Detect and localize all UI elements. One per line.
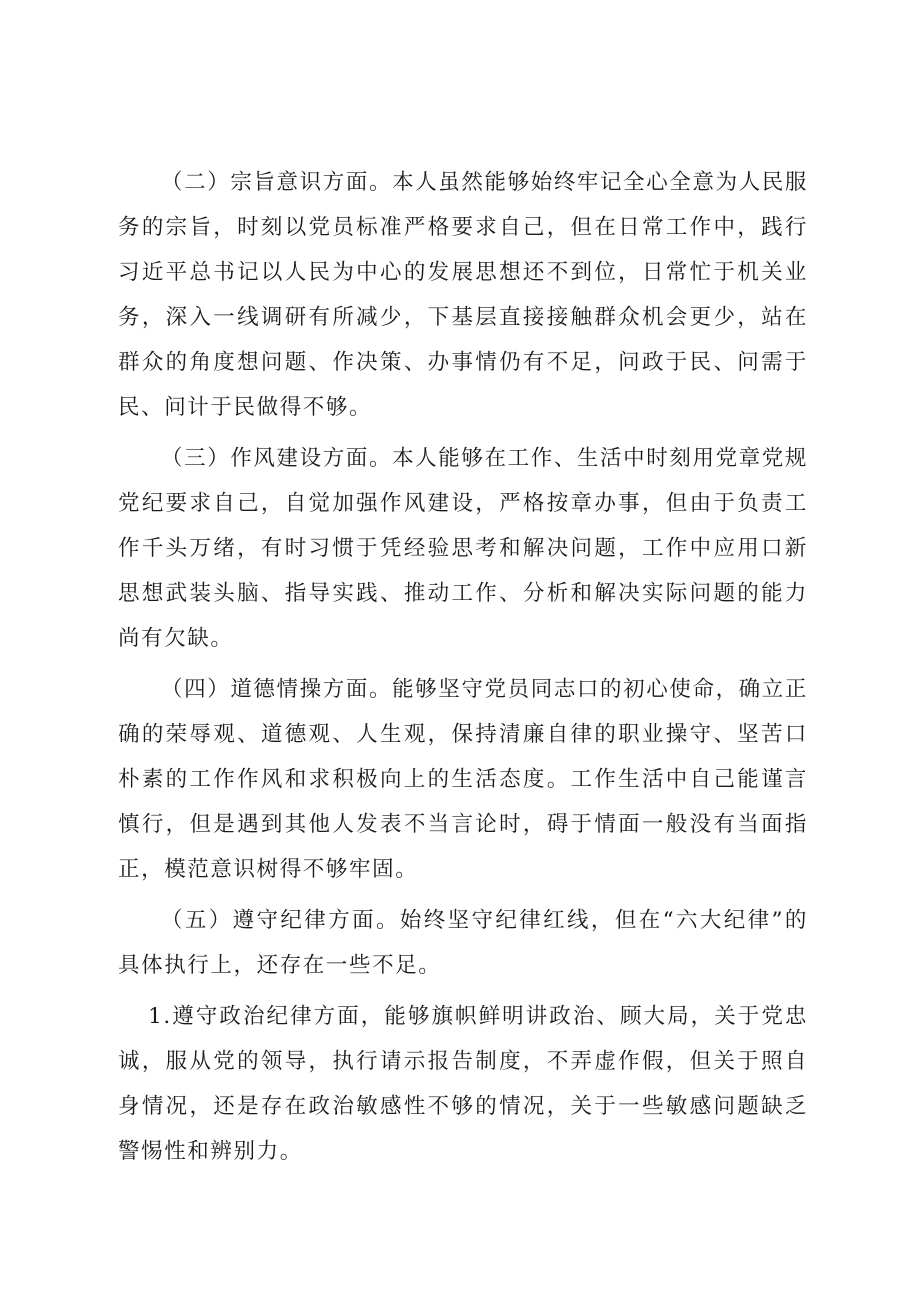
paragraph-political-discipline: 1.遵守政治纪律方面，能够旗帜鲜明讲政治、顾大局，关于党忠诚，服从党的领导，执行请示报告制度，不弄虚作假，但关于照自身情况，还是存在政治敏感性不够的情况，关于一些敏感问题缺乏警惕性和辨别力。	[118, 1004, 808, 1164]
paragraph-purpose-awareness: （二）宗旨意识方面。本人虽然能够始终牢记全心全意为人民服务的宗旨，时刻以党员标准严格要求自己，但在日常工作中，践行习近平总书记以人民为中心的发展思想还不到位，日常忙于机关业务，深入一线调研有所减少，下基层直接接触群众机会更少，站在群众的角度想问题、作决策、办事情仍有不足，问政于民、问需于民、问计于民做得不够。	[118, 170, 808, 420]
paragraph-moral-character: （四）道德情操方面。能够坚守党员同志口的初心使命，确立正确的荣辱观、道德观、人生观，保持清廉自律的职业操守、坚苦口朴素的工作作风和求积极向上的生活态度。工作生活中自己能谨言慎行，但是遇到其他人发表不当言论时，碍于情面一般没有当面指正，模范意识树得不够牢固。	[118, 677, 808, 882]
document-body	[118, 160, 808, 1180]
paragraph-discipline: （五）遵守纪律方面。始终坚守纪律红线，但在“六大纪律”的具体执行上，还存在一些不足。	[118, 908, 808, 978]
paragraph-work-style: （三）作风建设方面。本人能够在工作、生活中时刻用党章党规党纪要求自己，自觉加强作风建设，严格按章办事，但由于负责工作千头万绪，有时习惯于凭经验思考和解决问题，工作中应用口新思想武装头脑、指导实践、推动工作、分析和解决实际问题的能力尚有欠缺。	[118, 446, 808, 651]
